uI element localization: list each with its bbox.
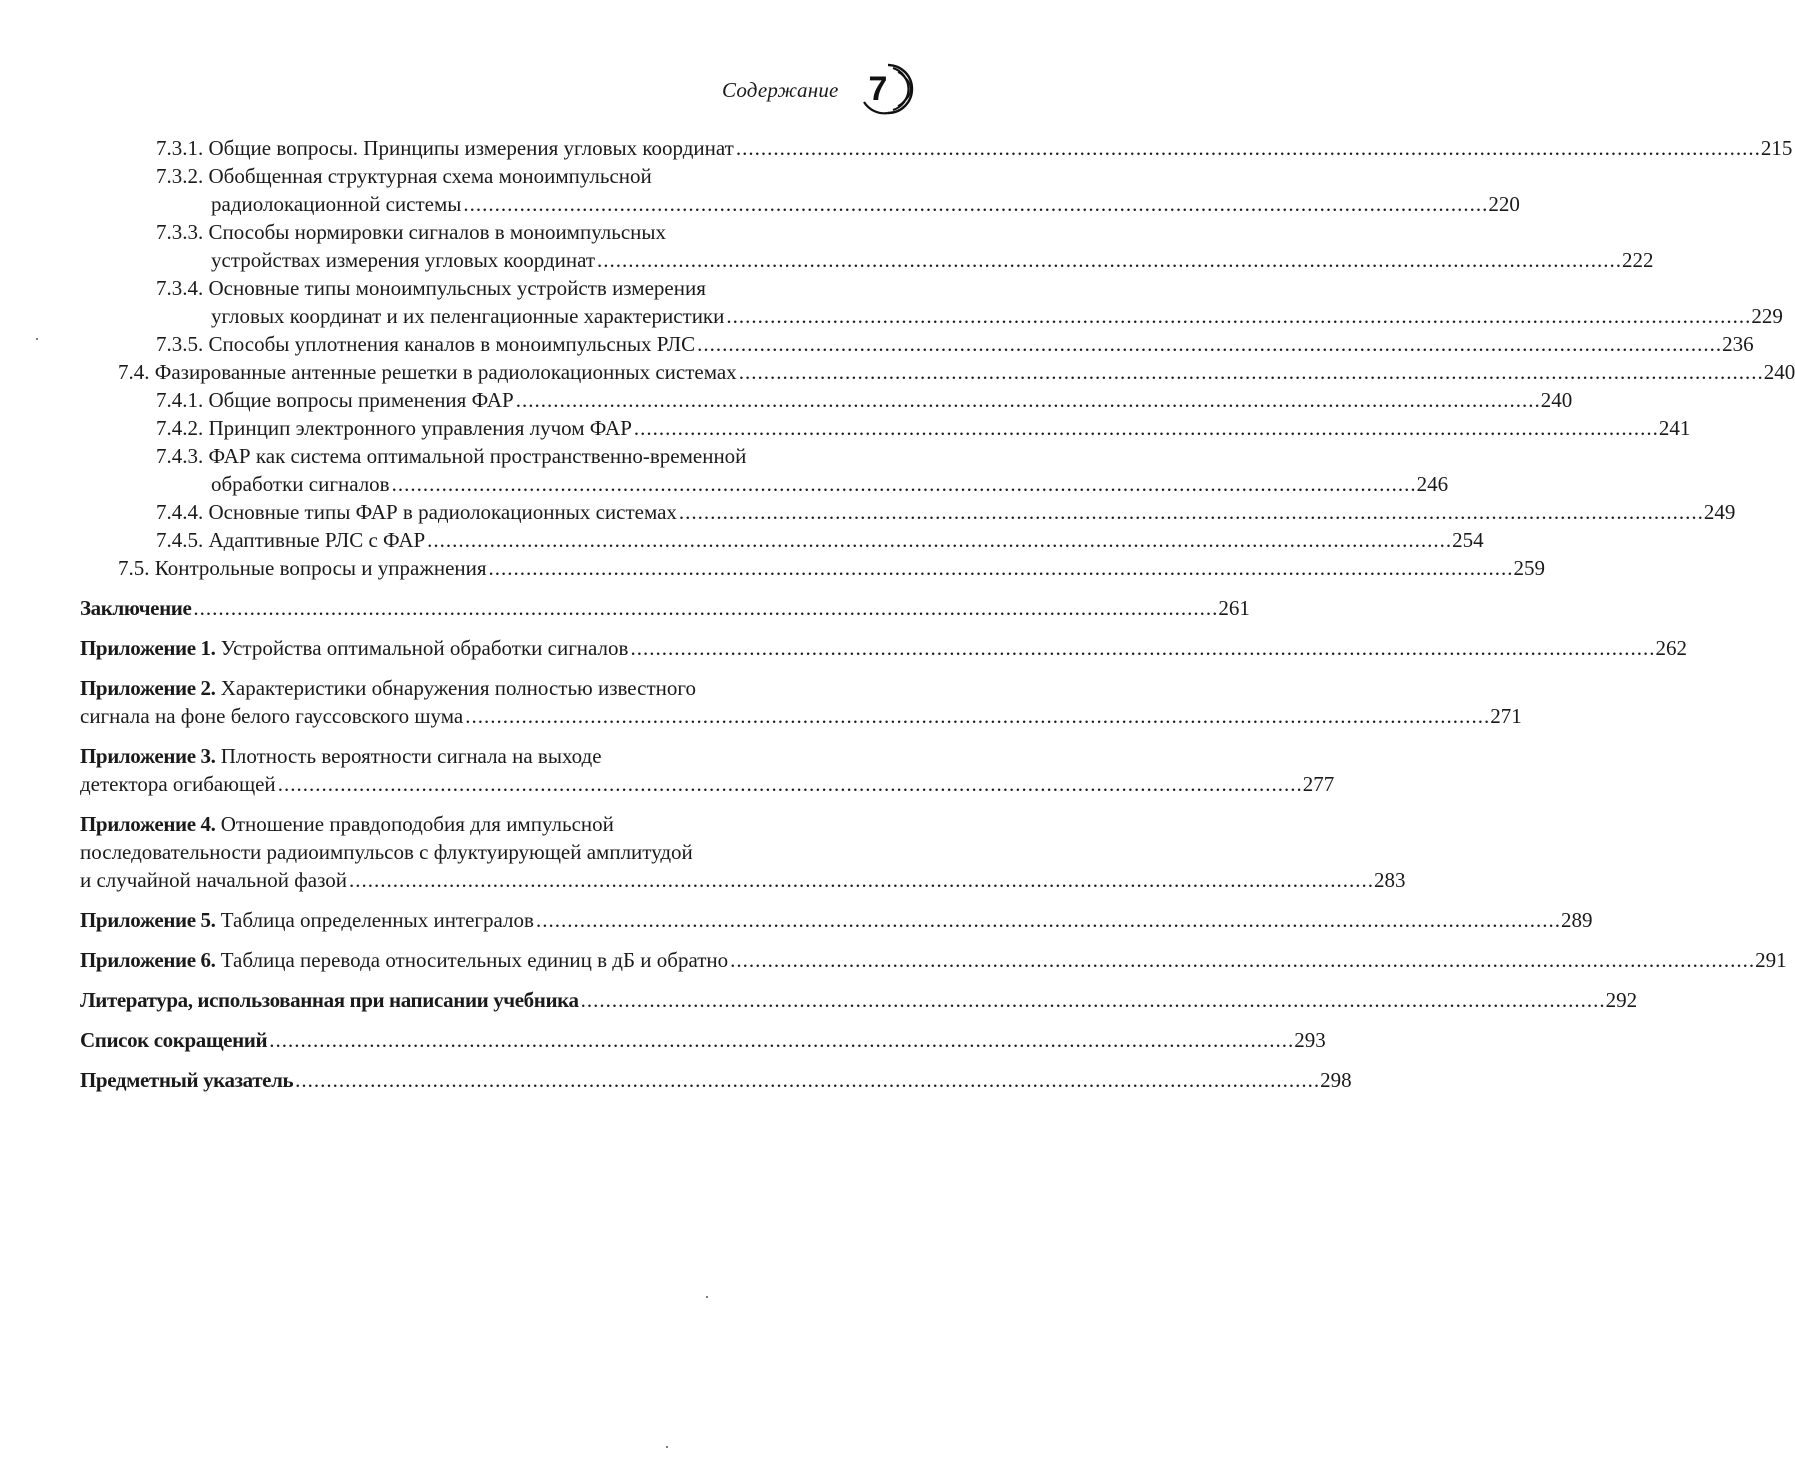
toc-page-number: 240 [1763,360,1795,384]
toc-page-number: 271 [1490,704,1522,728]
toc-entry-7-3-3-cont [211,246,1654,274]
toc-entry-text: 7.4.5. Адаптивные РЛС с ФАР [156,528,426,552]
toc-entry-7-3-4 [156,274,886,302]
toc-entry-appendix-3 [80,742,886,770]
toc-entry-text: угловых координат и их пеленгационные характеристики [211,304,725,328]
toc-entry-text: 7.3.2. Обобщенная структурная схема моноимпульсной [156,164,652,188]
toc-leader-dots: .................................................................................................................................................................... [391,472,1417,496]
toc-page-number: 298 [1320,1068,1352,1092]
toc-entry-appendix-4 [80,810,886,838]
toc-entry-text: 7.4.4. Основные типы ФАР в радиолокационных системах [156,500,677,524]
toc-leader-dots: .................................................................................................................................................................... [730,948,1756,972]
toc-entry-text: последовательности радиоимпульсов с флуктуирующей амплитудой [80,840,693,864]
toc-entry-text: обработки сигналов [211,472,390,496]
toc-entry-7-4-2 [156,414,1691,442]
toc-entry-text: Устройства оптимальной обработки сигналов [220,636,629,660]
toc-entry-appendix-3-cont [80,770,1335,798]
toc-page-number: 277 [1302,772,1335,796]
toc-entry-appendix-4-cont2 [80,866,1406,894]
toc-leader-dots: .................................................................................................................................................................... [535,908,1561,932]
toc-entry-label: Литература, использованная при написании учебника [80,988,579,1012]
toc-page-number: 240 [1540,388,1573,412]
toc-entry-label: Приложение 3. [80,744,216,768]
toc-entry-7-3-5 [156,330,1754,358]
toc-entry-text: Характеристики обнаружения полностью известного [220,676,696,700]
toc-entry-7-4-3 [156,442,886,470]
toc-entry-text: 7.5. Контрольные вопросы и упражнения [118,556,487,580]
toc-leader-dots: .................................................................................................................................................................... [427,528,1453,552]
toc-entry-7-4-3-cont [211,470,1449,498]
toc-entry-label: Список сокращений [80,1028,268,1052]
toc-entry-text: Таблица перевода относительных единиц в дБ и обратно [220,948,729,972]
toc-entry-7-3-2-cont [211,190,1520,218]
toc-page-number: 259 [1513,556,1546,580]
toc-entry-label: Приложение 1. [80,636,216,660]
toc-entry-text: радиолокационной системы [211,192,462,216]
toc-entry-text: детектора огибающей [80,772,276,796]
toc-page-number: 289 [1560,908,1593,932]
toc-entry-label: Предметный указатель [80,1068,294,1092]
toc-entry-7-3-4-cont [211,302,1783,330]
scan-speck [706,1296,708,1298]
toc-entry-text: сигнала на фоне белого гауссовского шума [80,704,464,728]
toc-page-number: 220 [1488,192,1520,216]
toc-leader-dots: .................................................................................................................................................................... [597,248,1623,272]
toc-page-number: 222 [1622,248,1654,272]
toc-leader-dots: .................................................................................................................................................................... [295,1068,1321,1092]
toc-entry-conclusion [80,594,1250,622]
toc-leader-dots: .................................................................................................................................................................... [488,556,1514,580]
toc-entry-text: 7.3.3. Способы нормировки сигналов в моноимпульсных [156,220,667,244]
toc-entry-text: 7.3.1. Общие вопросы. Принципы измерения угловых координат [156,136,734,160]
toc-entry-appendix-2-cont [80,702,1522,730]
toc-entry-7-3-2 [156,162,886,190]
toc-entry-text: Таблица определенных интегралов [220,908,534,932]
toc-page-number: 283 [1374,868,1406,892]
toc-page-number: 241 [1658,416,1691,440]
toc-leader-dots: .................................................................................................................................................................... [726,304,1752,328]
toc-leader-dots: .................................................................................................................................................................... [633,416,1659,440]
toc-page-number: 229 [1751,304,1783,328]
toc-page-number: 291 [1755,948,1787,972]
toc-entry-abbreviations [80,1026,1326,1054]
toc-leader-dots: .................................................................................................................................................................... [193,596,1219,620]
toc-entry-text: 7.4.3. ФАР как система оптимальной пространственно-временной [156,444,747,468]
scan-speck [666,1446,668,1448]
toc-page-number: 215 [1760,136,1793,160]
toc-entry-appendix-2 [80,674,886,702]
toc-leader-dots: .................................................................................................................................................................... [630,636,1656,660]
toc-entry-label: Приложение 6. [80,948,216,972]
toc-entry-text: устройствах измерения угловых координат [211,248,596,272]
toc-entry-literature [80,986,1638,1014]
toc-entry-label: Приложение 2. [80,676,216,700]
toc-entry-7-3-3 [156,218,886,246]
toc-entry-label: Приложение 5. [80,908,216,932]
toc-entry-appendix-4-cont [80,838,886,866]
toc-leader-dots: .................................................................................................................................................................... [678,500,1704,524]
toc-leader-dots: .................................................................................................................................................................... [580,988,1606,1012]
toc-leader-dots: .................................................................................................................................................................... [738,360,1764,384]
toc-page-number: 236 [1722,332,1754,356]
toc-leader-dots: .................................................................................................................................................................... [515,388,1541,412]
toc-leader-dots: .................................................................................................................................................................... [735,136,1761,160]
toc-entry-text: 7.4.1. Общие вопросы применения ФАР [156,388,514,412]
scan-speck [36,338,38,340]
toc-entry-label: Заключение [80,596,192,620]
toc-leader-dots: .................................................................................................................................................................... [697,332,1723,356]
toc-entry-text: 7.4. Фазированные антенные решетки в радиолокационных системах [118,360,737,384]
toc-leader-dots: .................................................................................................................................................................... [277,772,1303,796]
toc-entry-text: Плотность вероятности сигнала на выходе [220,744,602,768]
toc-page-number: 262 [1655,636,1687,660]
toc-entry-text: Отношение правдоподобия для импульсной [220,812,614,836]
toc-entry-subject-index [80,1066,1352,1094]
toc-entry-appendix-1 [80,634,1687,662]
toc-leader-dots: .................................................................................................................................................................... [349,868,1375,892]
toc-entry-text: 7.3.4. Основные типы моноимпульсных устройств измерения [156,276,706,300]
toc-entry-7-3-1 [156,134,1793,162]
page-number: 7 [868,69,888,108]
toc-entry-7-4 [118,358,1795,386]
running-header-title: Содержание [722,78,839,102]
toc-entry-appendix-6 [80,946,1787,974]
toc-entry-text: и случайной начальной фазой [80,868,348,892]
toc-leader-dots: .................................................................................................................................................................... [465,704,1491,728]
toc-page-number: 249 [1703,500,1736,524]
toc-entry-label: Приложение 4. [80,812,216,836]
toc-page-number: 292 [1605,988,1638,1012]
toc-page-number: 246 [1416,472,1449,496]
toc-entry-text: 7.4.2. Принцип электронного управления лучом ФАР [156,416,632,440]
toc-page-number: 254 [1452,528,1484,552]
toc-entry-7-5 [118,554,1546,582]
toc-page-number: 293 [1294,1028,1326,1052]
toc-entry-appendix-5 [80,906,1593,934]
toc-page-number: 261 [1218,596,1250,620]
toc-leader-dots: .................................................................................................................................................................... [269,1028,1295,1052]
toc-entry-7-4-1 [156,386,1573,414]
toc-leader-dots: .................................................................................................................................................................... [463,192,1489,216]
toc-entry-7-4-4 [156,498,1736,526]
toc-entry-7-4-5 [156,526,1484,554]
toc-entry-text: 7.3.5. Способы уплотнения каналов в моноимпульсных РЛС [156,332,696,356]
